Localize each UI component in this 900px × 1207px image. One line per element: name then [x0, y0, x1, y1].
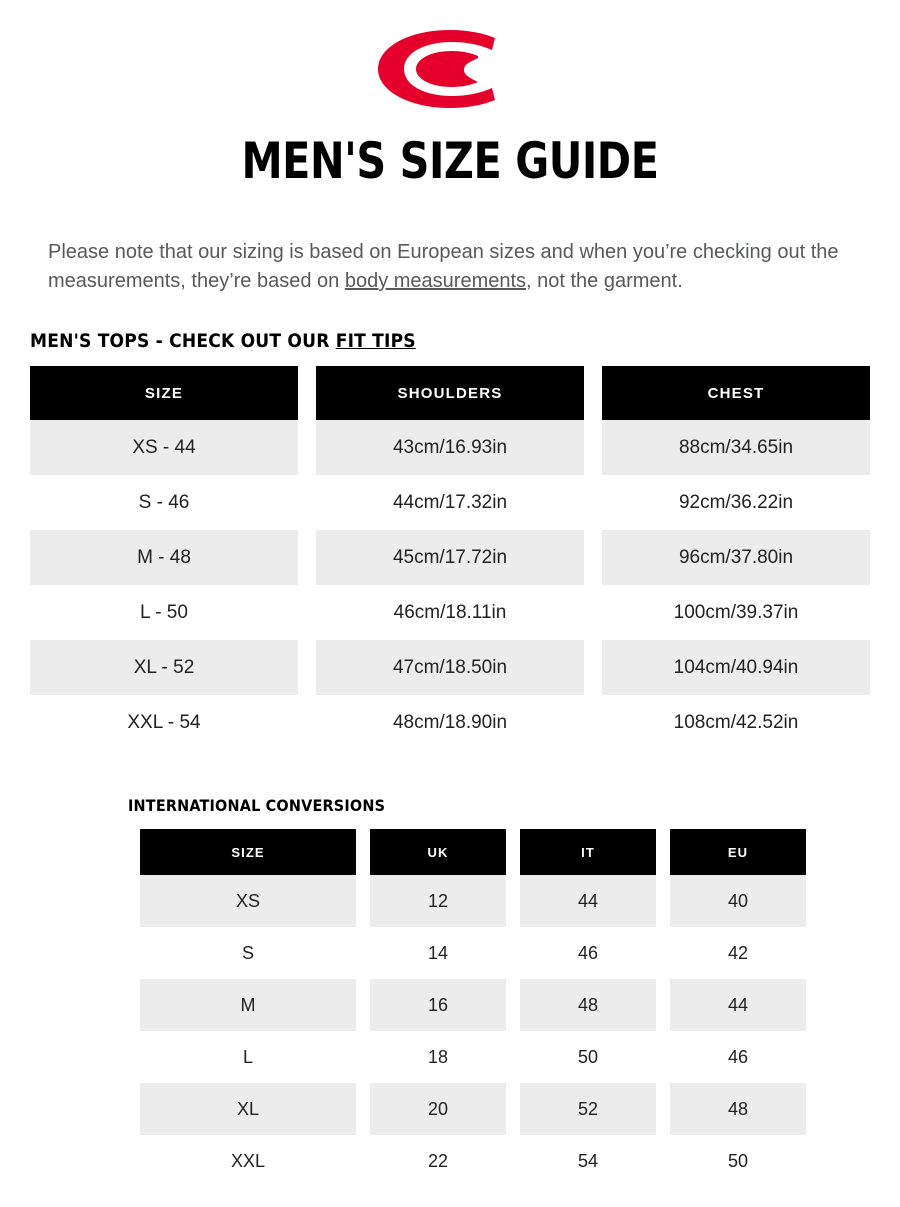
- column-header: CHEST: [602, 366, 870, 420]
- bottom-spacer: [0, 1187, 900, 1207]
- table-cell: 104cm/40.94in: [602, 640, 870, 695]
- column-header: IT: [520, 829, 656, 875]
- table-cell: L: [140, 1031, 356, 1083]
- table-cell: 16: [370, 979, 506, 1031]
- column-header: SIZE: [30, 366, 298, 420]
- table-cell: 48: [670, 1083, 806, 1135]
- international-conversions-heading: INTERNATIONAL CONVERSIONS: [128, 796, 386, 815]
- champion-c-logo-icon: [374, 28, 526, 112]
- column-header: SHOULDERS: [316, 366, 584, 420]
- table-cell: 46: [520, 927, 656, 979]
- table-cell: 50: [520, 1031, 656, 1083]
- table-cell: 44: [520, 875, 656, 927]
- mens-tops-table: [30, 366, 870, 750]
- table-cell: 44cm/17.32in: [316, 475, 584, 530]
- brand-logo: [0, 0, 900, 112]
- table-cell: 88cm/34.65in: [602, 420, 870, 475]
- table-cell: 54: [520, 1135, 656, 1187]
- column-header: EU: [670, 829, 806, 875]
- table-cell: 46: [670, 1031, 806, 1083]
- tops-column-chest: [602, 366, 870, 750]
- table-cell: 40: [670, 875, 806, 927]
- table-cell: 12: [370, 875, 506, 927]
- table-cell: 20: [370, 1083, 506, 1135]
- tops-column-size: [30, 366, 298, 750]
- table-cell: 50: [670, 1135, 806, 1187]
- table-cell: 92cm/36.22in: [602, 475, 870, 530]
- tops-section-heading: [30, 330, 900, 352]
- table-cell: 22: [370, 1135, 506, 1187]
- table-cell: 108cm/42.52in: [602, 695, 870, 750]
- intro-text-after: , not the garment.: [526, 270, 683, 292]
- table-cell: 100cm/39.37in: [602, 585, 870, 640]
- body-measurements-link[interactable]: body measurements: [344, 270, 527, 292]
- intro-paragraph: [48, 238, 852, 296]
- table-cell: XS: [140, 875, 356, 927]
- table-cell: L - 50: [30, 585, 298, 640]
- table-cell: 14: [370, 927, 506, 979]
- intl-column-uk: [370, 829, 506, 1187]
- column-header: SIZE: [140, 829, 356, 875]
- table-cell: XL - 52: [30, 640, 298, 695]
- table-cell: S: [140, 927, 356, 979]
- table-cell: 52: [520, 1083, 656, 1135]
- table-cell: XXL: [140, 1135, 356, 1187]
- table-cell: 96cm/37.80in: [602, 530, 870, 585]
- column-header: UK: [370, 829, 506, 875]
- table-cell: M - 48: [30, 530, 298, 585]
- table-cell: 48: [520, 979, 656, 1031]
- table-cell: 45cm/17.72in: [316, 530, 584, 585]
- international-conversions-table: [140, 829, 800, 1187]
- table-cell: XL: [140, 1083, 356, 1135]
- table-cell: 47cm/18.50in: [316, 640, 584, 695]
- intl-column-it: [520, 829, 656, 1187]
- table-cell: M: [140, 979, 356, 1031]
- table-cell: 48cm/18.90in: [316, 695, 584, 750]
- tops-heading-text: MEN'S TOPS - CHECK OUT OUR: [30, 330, 336, 352]
- table-cell: 44: [670, 979, 806, 1031]
- table-cell: 43cm/16.93in: [316, 420, 584, 475]
- table-cell: 18: [370, 1031, 506, 1083]
- fit-tips-link[interactable]: FIT TIPS: [335, 330, 416, 352]
- tops-column-shoulders: [316, 366, 584, 750]
- table-cell: 42: [670, 927, 806, 979]
- intro-text-before: Please note that our sizing is based on European sizes and when you’re checking out the measurements, they’re based on: [48, 241, 839, 292]
- table-cell: 46cm/18.11in: [316, 585, 584, 640]
- table-cell: XS - 44: [30, 420, 298, 475]
- intl-column-eu: [670, 829, 806, 1187]
- page-title: MEN'S SIZE GUIDE: [241, 132, 659, 190]
- table-cell: XXL - 54: [30, 695, 298, 750]
- table-cell: S - 46: [30, 475, 298, 530]
- intl-column-size: [140, 829, 356, 1187]
